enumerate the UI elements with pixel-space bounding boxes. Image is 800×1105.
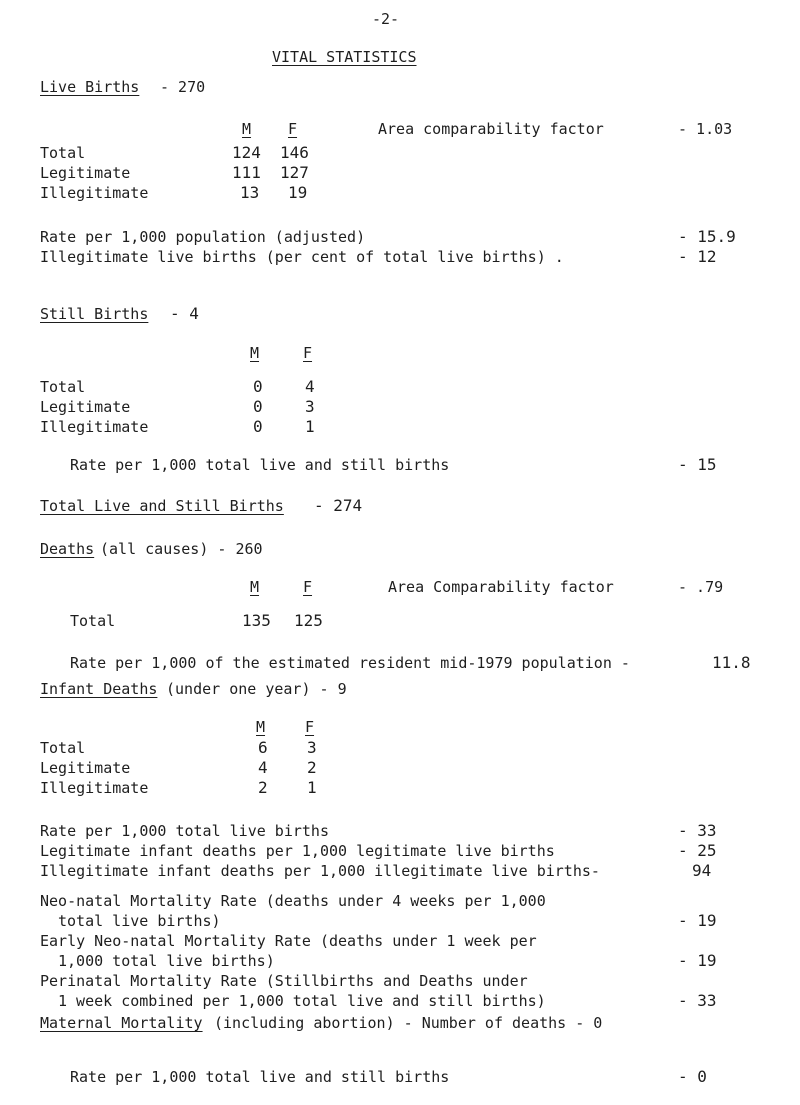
live-births-row-legit-f: 127 <box>280 163 309 182</box>
deaths-row-total-label: Total <box>70 612 116 630</box>
neonatal-value: - 19 <box>678 911 717 930</box>
deaths-col-m: M <box>250 578 260 596</box>
infant-deaths-row-illegit-m: 2 <box>258 778 268 797</box>
infant-rate1-value: - 33 <box>678 821 717 840</box>
still-births-row-legit-f: 3 <box>305 397 315 416</box>
live-births-rate1-label: Rate per 1,000 population (adjusted) <box>40 228 366 246</box>
maternal-rate-label: Rate per 1,000 total live and still births <box>70 1068 450 1086</box>
live-births-row-illegit-f: 19 <box>288 183 308 202</box>
live-births-row-legit-m: 111 <box>232 163 261 182</box>
still-births-total: - 4 <box>170 304 199 323</box>
still-births-col-m: M <box>250 344 260 362</box>
infant-rate3-label: Illegitimate infant deaths per 1,000 illegitimate live births- <box>40 862 600 880</box>
infant-rate1-label: Rate per 1,000 total live births <box>40 822 329 840</box>
deaths-rate-label: Rate per 1,000 of the estimated resident mid-1979 population - <box>70 654 630 672</box>
total-live-still-value: - 274 <box>314 496 363 515</box>
live-births-rate2-label: Illegitimate live births (per cent of total live births) . <box>40 248 564 266</box>
deaths-subheading: (all causes) - 260 <box>100 540 263 558</box>
infant-rate2-label: Legitimate infant deaths per 1,000 legitimate live births <box>40 842 555 860</box>
page-number: -2- <box>372 10 400 28</box>
live-births-row-total-f: 146 <box>280 143 309 162</box>
infant-deaths-col-m: M <box>256 718 266 736</box>
deaths-row-total-f: 125 <box>294 611 323 630</box>
live-births-row-legit-label: Legitimate <box>40 164 131 182</box>
still-births-row-illegit-m: 0 <box>253 417 263 436</box>
live-births-row-illegit-m: 13 <box>240 183 260 202</box>
neonatal-line2: total live births) <box>58 912 221 930</box>
infant-deaths-heading: Infant Deaths <box>40 680 158 698</box>
live-births-heading: Live Births <box>40 78 140 96</box>
still-births-row-legit-label: Legitimate <box>40 398 131 416</box>
maternal-rate-value: - 0 <box>678 1067 707 1086</box>
perinatal-line2: 1 week combined per 1,000 total live and still births) <box>58 992 546 1010</box>
infant-deaths-row-illegit-f: 1 <box>307 778 317 797</box>
deaths-row-total-m: 135 <box>242 611 271 630</box>
still-births-row-total-f: 4 <box>305 377 315 396</box>
live-births-rate1-value: - 15.9 <box>678 227 736 246</box>
maternal-heading: Maternal Mortality <box>40 1014 203 1032</box>
live-births-row-total-label: Total <box>40 144 86 162</box>
still-births-row-legit-m: 0 <box>253 397 263 416</box>
live-births-col-f: F <box>288 120 298 138</box>
live-births-total: - 270 <box>160 78 206 96</box>
infant-deaths-row-illegit-label: Illegitimate <box>40 779 149 797</box>
infant-deaths-subheading: (under one year) - 9 <box>166 680 347 698</box>
infant-rate2-value: - 25 <box>678 841 717 860</box>
infant-deaths-row-legit-f: 2 <box>307 758 317 777</box>
deaths-rate-value: 11.8 <box>712 653 751 672</box>
early-neonatal-line1: Early Neo-natal Mortality Rate (deaths under 1 week per <box>40 932 537 950</box>
live-births-col-m: M <box>242 120 252 138</box>
still-births-rate-value: - 15 <box>678 455 717 474</box>
still-births-heading: Still Births <box>40 305 149 323</box>
deaths-factor-label: Area Comparability factor <box>388 578 614 596</box>
still-births-row-total-label: Total <box>40 378 86 396</box>
infant-deaths-row-total-f: 3 <box>307 738 317 757</box>
still-births-row-total-m: 0 <box>253 377 263 396</box>
still-births-row-illegit-label: Illegitimate <box>40 418 149 436</box>
live-births-row-illegit-label: Illegitimate <box>40 184 149 202</box>
perinatal-value: - 33 <box>678 991 717 1010</box>
perinatal-line1: Perinatal Mortality Rate (Stillbirths and Deaths under <box>40 972 528 990</box>
infant-deaths-col-f: F <box>305 718 315 736</box>
page-title: VITAL STATISTICS <box>272 48 417 66</box>
infant-deaths-row-legit-label: Legitimate <box>40 759 131 777</box>
live-births-factor-value: - 1.03 <box>678 120 733 138</box>
live-births-rate2-value: - 12 <box>678 247 717 266</box>
deaths-factor-value: - .79 <box>678 578 724 596</box>
infant-deaths-row-total-m: 6 <box>258 738 268 757</box>
live-births-factor-label: Area comparability factor <box>378 120 604 138</box>
total-live-still-heading: Total Live and Still Births <box>40 497 284 515</box>
deaths-heading: Deaths <box>40 540 95 558</box>
maternal-subheading: (including abortion) - Number of deaths - 0 <box>214 1014 603 1032</box>
early-neonatal-line2: 1,000 total live births) <box>58 952 275 970</box>
infant-rate3-value: 94 <box>692 861 712 880</box>
neonatal-line1: Neo-natal Mortality Rate (deaths under 4 weeks per 1,000 <box>40 892 546 910</box>
still-births-rate-label: Rate per 1,000 total live and still births <box>70 456 450 474</box>
still-births-col-f: F <box>303 344 313 362</box>
infant-deaths-row-total-label: Total <box>40 739 86 757</box>
deaths-col-f: F <box>303 578 313 596</box>
still-births-row-illegit-f: 1 <box>305 417 315 436</box>
infant-deaths-row-legit-m: 4 <box>258 758 268 777</box>
early-neonatal-value: - 19 <box>678 951 717 970</box>
live-births-row-total-m: 124 <box>232 143 261 162</box>
